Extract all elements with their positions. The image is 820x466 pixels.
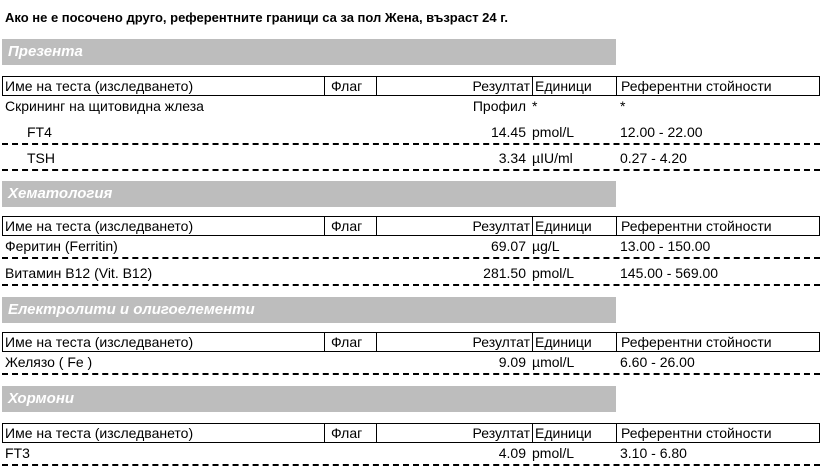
table-row xyxy=(2,147,820,171)
header-reference: Референтни стойности xyxy=(616,424,820,442)
header-reference: Референтни стойности xyxy=(616,217,820,235)
table-row xyxy=(2,95,820,119)
header-flag: Флаг xyxy=(324,333,376,351)
test-result: 14.45 xyxy=(490,124,526,140)
header-test-name: Име на теста (изследването) xyxy=(2,77,322,95)
header-result: Резултат xyxy=(376,333,532,351)
header-result: Резултат xyxy=(376,77,532,95)
test-result: 4.09 xyxy=(498,445,526,461)
test-reference: 6.60 - 26.00 xyxy=(620,354,695,370)
test-units: pmol/L xyxy=(532,445,575,461)
header-units: Единици xyxy=(532,424,616,442)
header-test-name: Име на теста (изследването) xyxy=(2,217,322,235)
test-result: 69.07 xyxy=(490,238,526,254)
test-result: Профил xyxy=(472,98,526,114)
table-header xyxy=(2,423,820,443)
test-units: pmol/L xyxy=(532,124,575,140)
test-reference: 12.00 - 22.00 xyxy=(620,124,703,140)
test-name: FT3 xyxy=(5,445,30,461)
header-units: Единици xyxy=(532,217,616,235)
test-result: 281.50 xyxy=(483,265,526,281)
header-test-name: Име на теста (изследването) xyxy=(2,424,322,442)
table-row xyxy=(2,442,820,466)
table-header xyxy=(2,216,820,236)
test-name: Желязо ( Fe ) xyxy=(5,354,93,370)
header-reference: Референтни стойности xyxy=(616,333,820,351)
table-header xyxy=(2,332,820,352)
section-title-hematology: Хематология xyxy=(2,181,616,207)
header-result: Резултат xyxy=(376,424,532,442)
header-test-name: Име на теста (изследването) xyxy=(2,333,322,351)
section-title-prezenta: Презента xyxy=(2,39,616,65)
header-units: Единици xyxy=(532,77,616,95)
test-name: FT4 xyxy=(27,124,52,140)
table-row xyxy=(2,235,820,259)
table-header xyxy=(2,76,820,96)
header-flag: Флаг xyxy=(324,77,376,95)
header-units: Единици xyxy=(532,333,616,351)
test-units: µIU/ml xyxy=(532,150,573,166)
header-flag: Флаг xyxy=(324,217,376,235)
test-reference: * xyxy=(620,98,626,114)
section-title-hormones: Хормони xyxy=(2,386,616,412)
test-result: 3.34 xyxy=(498,150,526,166)
test-name: Скрининг на щитовидна жлеза xyxy=(5,98,204,114)
test-units: µg/L xyxy=(532,238,560,254)
test-units: µmol/L xyxy=(532,354,575,370)
test-reference: 0.27 - 4.20 xyxy=(620,150,687,166)
test-reference: 145.00 - 569.00 xyxy=(620,265,719,281)
test-name: TSH xyxy=(27,150,55,166)
table-row xyxy=(2,262,820,286)
section-title-electrolytes: Електролити и олигоелементи xyxy=(2,297,616,323)
table-row xyxy=(2,121,820,145)
test-result: 9.09 xyxy=(498,354,526,370)
test-name: Витамин B12 (Vit. B12) xyxy=(5,265,153,281)
header-reference: Референтни стойности xyxy=(616,77,820,95)
reference-note: Ако не е посочено друго, референтните граници са за пол Жена, възраст 24 г. xyxy=(5,10,508,25)
test-units: * xyxy=(532,98,538,114)
test-reference: 13.00 - 150.00 xyxy=(620,238,711,254)
test-units: pmol/L xyxy=(532,265,575,281)
test-name: Феритин (Ferritin) xyxy=(5,238,118,254)
table-row xyxy=(2,351,820,375)
header-flag: Флаг xyxy=(324,424,376,442)
header-result: Резултат xyxy=(376,217,532,235)
test-reference: 3.10 - 6.80 xyxy=(620,445,687,461)
